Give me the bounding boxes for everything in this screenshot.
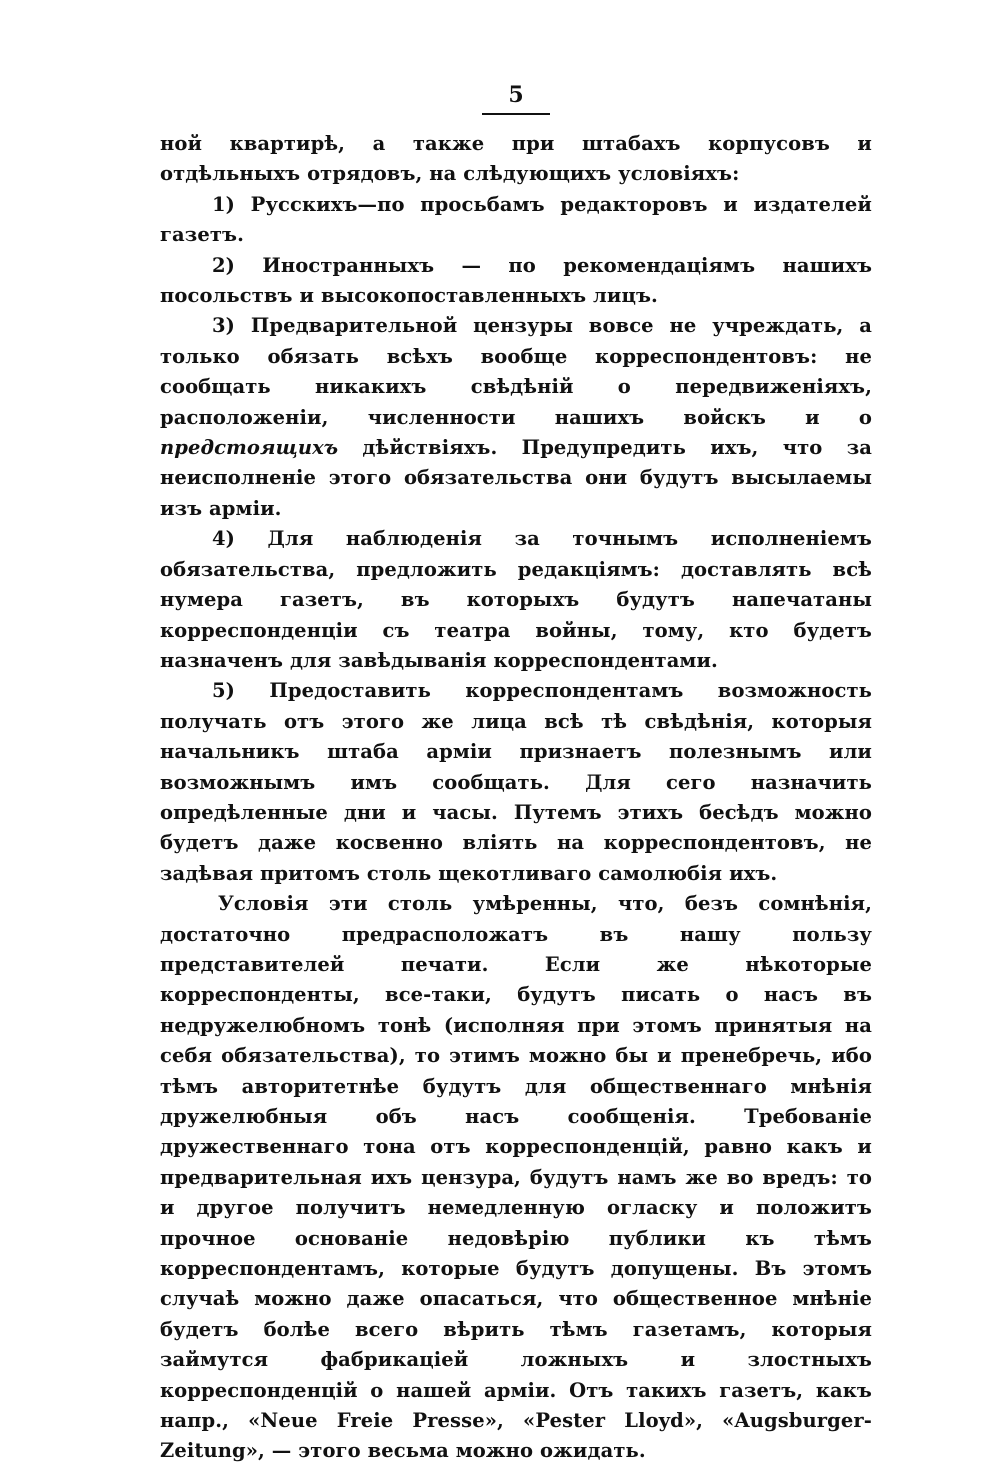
paragraph-item-3 — [160, 311, 872, 524]
page-header — [160, 80, 872, 115]
document-page — [160, 80, 872, 1467]
body-text — [160, 129, 872, 1467]
paragraph-item-5: 5) Предоставить корреспондентамъ возможность получать отъ этого же лица всѣ тѣ свѣдѣнія, которыя начальникъ штаба арміи признаетъ полезнымъ или возможнымъ имъ сообщать. Для сего назначить опредѣленные дни и часы. Путемъ этихъ бесѣдъ можно будетъ даже косвенно вліять на корреспондентовъ, не задѣвая притомъ столь щекотливаго самолюбія ихъ. — [160, 679, 872, 885]
page-number: 5 — [482, 80, 549, 115]
paragraph-item-3-part-b: дѣйствіяхъ. Предупредить ихъ, что за неисполненіе этого обязательства они будутъ высылаемы изъ арміи. — [160, 436, 872, 520]
paragraph-item-2: 2) Иностранныхъ — по рекомендаціямъ нашихъ посольствъ и высокопоставленныхъ лицъ. — [160, 253, 872, 308]
paragraph-item-3-part-a: 3) Предварительной цензуры вовсе не учреждать, а только обязать всѣхъ вообще корреспондентовъ: не сообщать никакихъ свѣдѣній о передвиженіяхъ, расположеніи, численности нашихъ войскъ и о — [160, 314, 872, 429]
paragraph-conclusion: Условія эти столь умѣренны, что, безъ сомнѣнія, достаточно предрасположатъ въ нашу пользу представителей печати. Если же нѣкоторые корреспонденты, все-таки, будутъ писать о насъ въ недружелюбномъ тонѣ (исполняя при этомъ принятыя на себя обязательства), то этимъ можно бы и пренебречь, ибо тѣмъ авторитетнѣе будутъ для общественнаго мнѣнія дружелюбныя объ насъ сообщенія. Требованіе дружественнаго тона отъ корреспонденцій, равно какъ и предварительная ихъ цензура, будутъ намъ же во вредъ: то и другое получитъ немедленную огласку и положитъ прочное основаніе недовѣрію публики къ тѣмъ корреспондентамъ, которые будутъ допущены. Въ этомъ случаѣ можно даже опасаться, что общественное мнѣніе будетъ болѣе всего вѣрить тѣмъ газетамъ, которыя займутся фабрикаціей ложныхъ и злостныхъ корреспонденцій о нашей арміи. Отъ такихъ газетъ, какъ напр., «Neue Freie Presse», «Pester Lloyd», «Augsburger-Zeitung», — этого весьма можно ожидать. — [160, 892, 872, 1463]
paragraph-continuation: ной квартирѣ, а также при штабахъ корпусовъ и отдѣльныхъ отрядовъ, на слѣдующихъ условіяхъ: — [160, 132, 872, 186]
paragraph-item-3-italic: предстоящихъ — [160, 436, 339, 460]
paragraph-item-1: 1) Русскихъ—по просьбамъ редакторовъ и издателей газетъ. — [160, 192, 872, 247]
paragraph-item-4: 4) Для наблюденія за точнымъ исполненіемъ обязательства, предложить редакціямъ: доставлять всѣ нумера газетъ, въ которыхъ будутъ напечатаны корреспонденціи съ театра войны, тому, кто будетъ назначенъ для завѣдыванія корреспондентами. — [160, 527, 872, 672]
